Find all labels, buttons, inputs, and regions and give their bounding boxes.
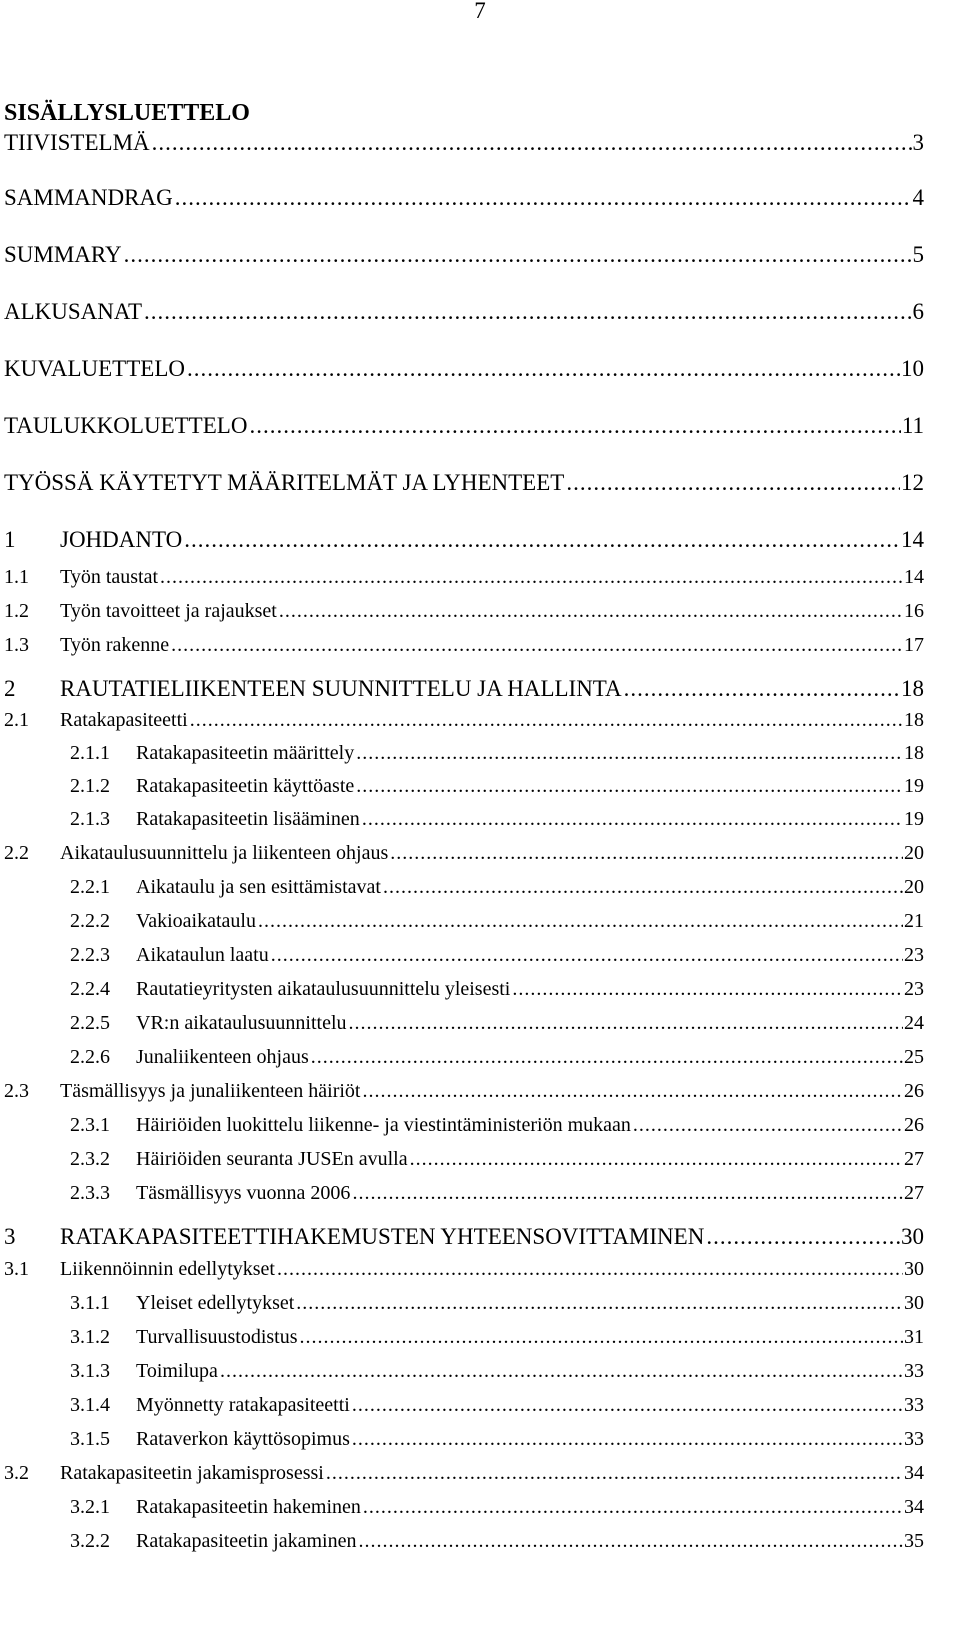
toc-dot-leader [220,1360,903,1383]
toc-dot-leader [152,130,912,156]
toc-entry[interactable] [0,470,924,500]
toc-entry-number: 1.2 [4,600,29,622]
toc-dot-leader [566,470,900,496]
toc-dot-leader [390,842,903,865]
toc-entry-label: Aikataulu ja sen esittämistavat [136,876,381,898]
toc-entry-page: 5 [912,242,924,267]
toc-entry-label: Yleiset edellytykset [136,1292,295,1314]
toc-entry-number: 3.1.3 [70,1360,110,1382]
toc-entry-label: Turvallisuustodistus [136,1326,298,1348]
toc-entry-label: Liikennöinnin edellytykset [60,1258,275,1280]
toc-entry-number: 2.1.3 [70,808,110,830]
toc-dot-leader [175,185,912,211]
toc-dot-leader [383,876,903,899]
toc-entry[interactable] [0,709,924,739]
toc-entry[interactable] [0,1258,924,1288]
toc-entry-number: 3.1.2 [70,1326,110,1348]
toc-entry-page: 24 [904,1012,924,1034]
toc-entry-page: 18 [904,742,924,764]
toc-entry[interactable] [0,1428,924,1458]
toc-entry-number: 2.2.4 [70,978,110,1000]
toc-entry-number: 1.3 [4,634,29,656]
toc-entry[interactable] [0,775,924,805]
toc-dot-leader [300,1326,903,1349]
toc-entry-number: 2.2.6 [70,1046,110,1068]
toc-entry-label: Vakioaikataulu [136,910,256,932]
toc-entry-label: Työn taustat [60,566,159,588]
toc-entry-page: 30 [904,1292,924,1314]
toc-entry[interactable] [0,676,924,706]
toc-dot-leader [124,242,912,268]
toc-dot-leader [160,566,903,589]
toc-entry[interactable] [0,1530,924,1560]
toc-entry[interactable] [0,1114,924,1144]
toc-entry[interactable] [0,1394,924,1424]
toc-entry-page: 33 [904,1428,924,1450]
toc-entry-page: 12 [901,470,924,495]
toc-entry-page: 30 [901,1224,924,1249]
toc-entry[interactable] [0,1182,924,1212]
toc-entry-label: Häiriöiden seuranta JUSEn avulla [136,1148,408,1170]
toc-entry-label: KUVALUETTELO [4,356,185,381]
toc-entry-page: 26 [904,1080,924,1102]
toc-entry[interactable] [0,1224,924,1254]
toc-entry-number: 1.1 [4,566,29,588]
toc-entry-number: 3.1.5 [70,1428,110,1450]
toc-dot-leader [349,1012,903,1035]
toc-entry-label: Ratakapasiteetin lisääminen [136,808,360,830]
toc-dot-leader [271,944,903,967]
toc-entry-page: 34 [904,1496,924,1518]
toc-entry-number: 3.2 [4,1462,29,1484]
toc-entry-number: 2.1 [4,709,29,731]
toc-entry[interactable] [0,1080,924,1110]
toc-entry-page: 6 [912,299,924,324]
toc-dot-leader [326,1462,903,1485]
toc-entry-page: 14 [904,566,924,588]
toc-entry-page: 10 [901,356,924,381]
toc-entry-label: Häiriöiden luokittelu liikenne- ja viestintäministeriön mukaan [136,1114,631,1136]
toc-entry-page: 11 [901,413,924,438]
toc-entry-label: Ratakapasiteetin jakaminen [136,1530,357,1552]
toc-entry-label: Rataverkon käyttösopimus [136,1428,350,1450]
toc-entry-label: Ratakapasiteetin hakeminen [136,1496,361,1518]
toc-entry-page: 3 [912,130,924,155]
toc-entry-label: RAUTATIELIIKENTEEN SUUNNITTELU JA HALLINTA [60,676,622,701]
toc-entry-label: SUMMARY [4,242,122,267]
toc-dot-leader [311,1046,903,1069]
toc-entry-page: 21 [904,910,924,932]
toc-entry-page: 4 [912,185,924,210]
toc-entry[interactable] [0,1496,924,1526]
toc-entry[interactable] [0,1148,924,1178]
toc-entry[interactable] [0,1046,924,1076]
toc-entry[interactable] [0,842,924,872]
toc-entry-label: Junaliikenteen ohjaus [136,1046,309,1068]
toc-entry-label: VR:n aikataulusuunnittelu [136,1012,347,1034]
toc-entry-page: 18 [901,676,924,701]
toc-entry[interactable] [0,527,924,557]
toc-entry[interactable] [0,876,924,906]
toc-entry-label: SAMMANDRAG [4,185,173,210]
toc-entry-number: 3.2.1 [70,1496,110,1518]
toc-dot-leader [296,1292,903,1315]
toc-entry-page: 16 [904,600,924,622]
toc-dot-leader [277,1258,903,1281]
toc-entry-label: Toimilupa [136,1360,218,1382]
toc-entry[interactable] [0,413,924,443]
toc-dot-leader [171,634,903,657]
toc-entry-label: Työn rakenne [60,634,170,656]
toc-entry-label: JOHDANTO [60,527,183,552]
toc-entry-page: 27 [904,1182,924,1204]
toc-entry[interactable] [0,1360,924,1390]
toc-dot-leader [624,676,900,702]
toc-entry[interactable] [0,1012,924,1042]
toc-entry-page: 20 [904,876,924,898]
toc-entry-number: 3.1.4 [70,1394,110,1416]
toc-entry-number: 2 [4,676,16,701]
toc-entry-label: ALKUSANAT [4,299,142,324]
toc-entry-label: Ratakapasiteetin määrittely [136,742,355,764]
toc-entry-page: 26 [904,1114,924,1136]
toc-entry-label: Täsmällisyys ja junaliikenteen häiriöt [60,1080,361,1102]
toc-dot-leader [633,1114,903,1137]
toc-dot-leader [352,1394,903,1417]
toc-dot-leader [410,1148,903,1171]
toc-entry-page: 34 [904,1462,924,1484]
toc-entry[interactable] [0,910,924,940]
toc-entry-number: 2.2.2 [70,910,110,932]
toc-entry[interactable] [0,634,924,664]
toc-dot-leader [363,1496,903,1519]
toc-title: SISÄLLYSLUETTELO [4,100,250,126]
toc-entry-number: 2.2 [4,842,29,864]
toc-entry-page: 19 [904,808,924,830]
toc-entry[interactable] [0,600,924,630]
toc-entry-page: 33 [904,1394,924,1416]
toc-entry-number: 3.1 [4,1258,29,1280]
toc-dot-leader [358,1530,903,1553]
toc-entry[interactable] [0,742,924,772]
toc-entry-page: 27 [904,1148,924,1170]
toc-dot-leader [144,299,912,325]
toc-dot-leader [362,808,903,831]
toc-entry-page: 30 [904,1258,924,1280]
toc-entry[interactable] [0,299,924,329]
toc-entry-label: TIIVISTELMÄ [4,130,150,155]
toc-dot-leader [190,709,903,732]
toc-entry-number: 2.2.3 [70,944,110,966]
toc-entry-label: Ratakapasiteetti [60,709,188,731]
toc-entry-label: TYÖSSÄ KÄYTETYT MÄÄRITELMÄT JA LYHENTEET [4,470,565,495]
toc-entry-number: 3.1.1 [70,1292,110,1314]
toc-entry-number: 2.1.2 [70,775,110,797]
toc-entry-label: Myönnetty ratakapasiteetti [136,1394,350,1416]
toc-entry-number: 2.3 [4,1080,29,1102]
toc-dot-leader [184,527,900,553]
toc-dot-leader [362,1080,903,1103]
toc-entry-page: 25 [904,1046,924,1068]
toc-entry-label: Täsmällisyys vuonna 2006 [136,1182,351,1204]
toc-entry-number: 2.3.2 [70,1148,110,1170]
toc-entry-label: Ratakapasiteetin käyttöaste [136,775,355,797]
toc-entry-number: 2.2.5 [70,1012,110,1034]
toc-dot-leader [356,742,903,765]
toc-dot-leader [279,600,903,623]
toc-entry-number: 2.3.1 [70,1114,110,1136]
toc-dot-leader [512,978,903,1001]
toc-entry-page: 23 [904,978,924,1000]
toc-dot-leader [352,1182,903,1205]
toc-entry-page: 23 [904,944,924,966]
toc-entry-page: 31 [904,1326,924,1348]
toc-entry[interactable] [0,1462,924,1492]
toc-entry[interactable] [0,130,924,160]
toc-entry[interactable] [0,242,924,272]
toc-entry-label: Aikataulun laatu [136,944,269,966]
toc-entry-number: 1 [4,527,16,552]
toc-dot-leader [352,1428,903,1451]
toc-entry-label: Aikataulusuunnittelu ja liikenteen ohjaus [60,842,389,864]
toc-entry-label: RATAKAPASITEETTIHAKEMUSTEN YHTEENSOVITTAMINEN [60,1224,705,1249]
toc-entry-number: 3.2.2 [70,1530,110,1552]
toc-entry-number: 2.2.1 [70,876,110,898]
toc-entry-label: Rautatieyritysten aikataulusuunnittelu yleisesti [136,978,511,1000]
toc-entry[interactable] [0,1292,924,1322]
toc-entry[interactable] [0,978,924,1008]
page-number: 7 [474,0,486,23]
toc-entry-page: 20 [904,842,924,864]
toc-entry-page: 33 [904,1360,924,1382]
toc-dot-leader [249,413,900,439]
toc-dot-leader [187,356,900,382]
toc-dot-leader [356,775,903,798]
toc-entry-page: 35 [904,1530,924,1552]
toc-entry[interactable] [0,1326,924,1356]
toc-entry-label: Työn tavoitteet ja rajaukset [60,600,277,622]
toc-entry-page: 14 [901,527,924,552]
toc-dot-leader [706,1224,900,1250]
toc-entry[interactable] [0,185,924,215]
toc-entry-number: 2.1.1 [70,742,110,764]
toc-entry[interactable] [0,356,924,386]
toc-entry-page: 18 [904,709,924,731]
toc-entry-number: 2.3.3 [70,1182,110,1204]
toc-entry[interactable] [0,566,924,596]
toc-entry-page: 19 [904,775,924,797]
toc-entry[interactable] [0,808,924,838]
toc-entry-page: 17 [904,634,924,656]
toc-dot-leader [258,910,903,933]
toc-entry-label: TAULUKKOLUETTELO [4,413,248,438]
toc-entry-number: 3 [4,1224,16,1249]
toc-entry[interactable] [0,944,924,974]
toc-entry-label: Ratakapasiteetin jakamisprosessi [60,1462,324,1484]
